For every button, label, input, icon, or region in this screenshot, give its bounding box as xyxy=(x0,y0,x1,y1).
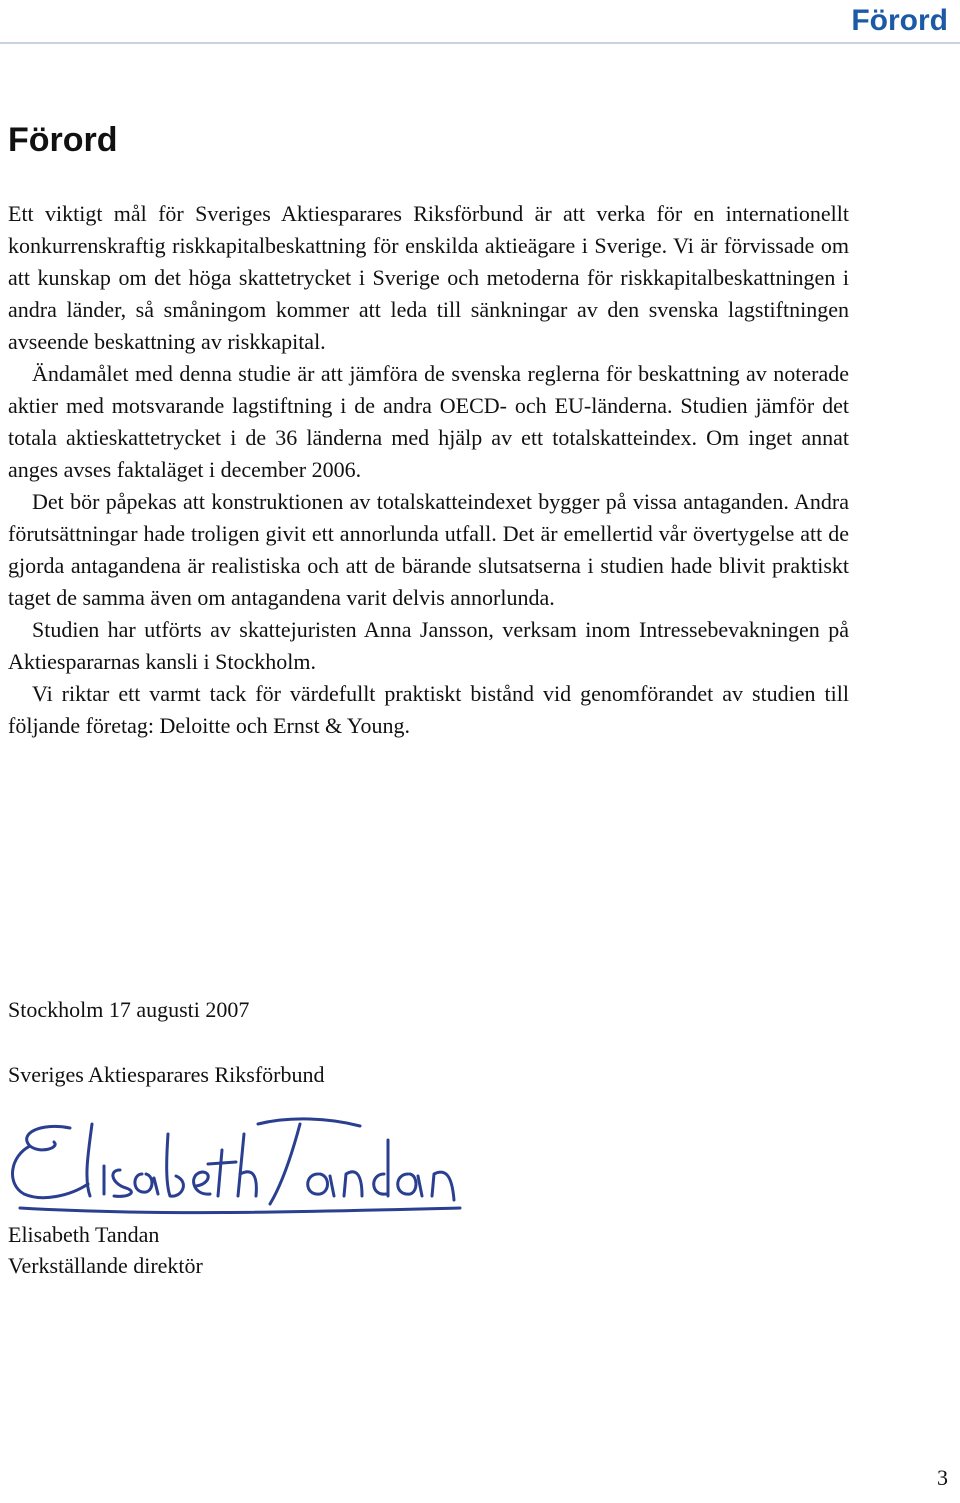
paragraph-thanks: Vi riktar ett varmt tack för värdefullt praktiskt bistånd vid genomförandet av studien till följande företag: Deloitte och Ernst & Young. xyxy=(8,681,849,738)
page-title: Förord xyxy=(8,121,118,159)
body-text xyxy=(8,198,849,742)
paragraph-intro: Ett viktigt mål för Sveriges Aktiesparares Riksförbund är att verka för en internationellt konkurrenskraftig riskkapitalbeskattning för enskilda aktieägare i Sverige. Vi är förvissade om att kunskap om det höga skattetrycket i Sverige och metoderna för riskkapitalbeskattningen i andra länder, så småningom kommer att leda till sänkningar av den svenska lagstiftningen avseende beskattning av riskkapital. xyxy=(8,201,849,354)
running-header-title: Förord xyxy=(851,4,948,37)
handwritten-signature xyxy=(0,1104,470,1224)
header-rule xyxy=(0,42,960,44)
place-date: Stockholm 17 augusti 2007 xyxy=(8,997,250,1022)
signatory-title: Verkställande direktör xyxy=(8,1253,203,1278)
organization-name: Sveriges Aktiesparares Riksförbund xyxy=(8,1062,325,1087)
paragraph-author: Studien har utförts av skattejuristen Anna Jansson, verksam inom Intressebevakningen på Aktiespararnas kansli i Stockholm. xyxy=(8,617,849,674)
paragraph-purpose: Ändamålet med denna studie är att jämföra de svenska reglerna för beskattning av noterade aktier med motsvarande lagstiftning i de andra OECD- och EU-länderna. Studien jämför det totala aktieskattetrycket i de 36 länderna med hjälp av ett totalskatteindex. Om inget annat anges avses faktaläget i december 2006. xyxy=(8,361,849,482)
signatory-name: Elisabeth Tandan xyxy=(8,1222,160,1247)
paragraph-assumptions: Det bör påpekas att konstruktionen av totalskatteindexet bygger på vissa antaganden. Andra förutsättningar hade troligen givit ett annorlunda utfall. Det är emellertid vår övertygelse att de gjorda antagandena är realistiska och att de bärande slutsatserna i studien hade blivit praktiskt taget de samma även om antagandena varit delvis annorlunda. xyxy=(8,489,849,610)
page-number: 3 xyxy=(937,1465,948,1490)
